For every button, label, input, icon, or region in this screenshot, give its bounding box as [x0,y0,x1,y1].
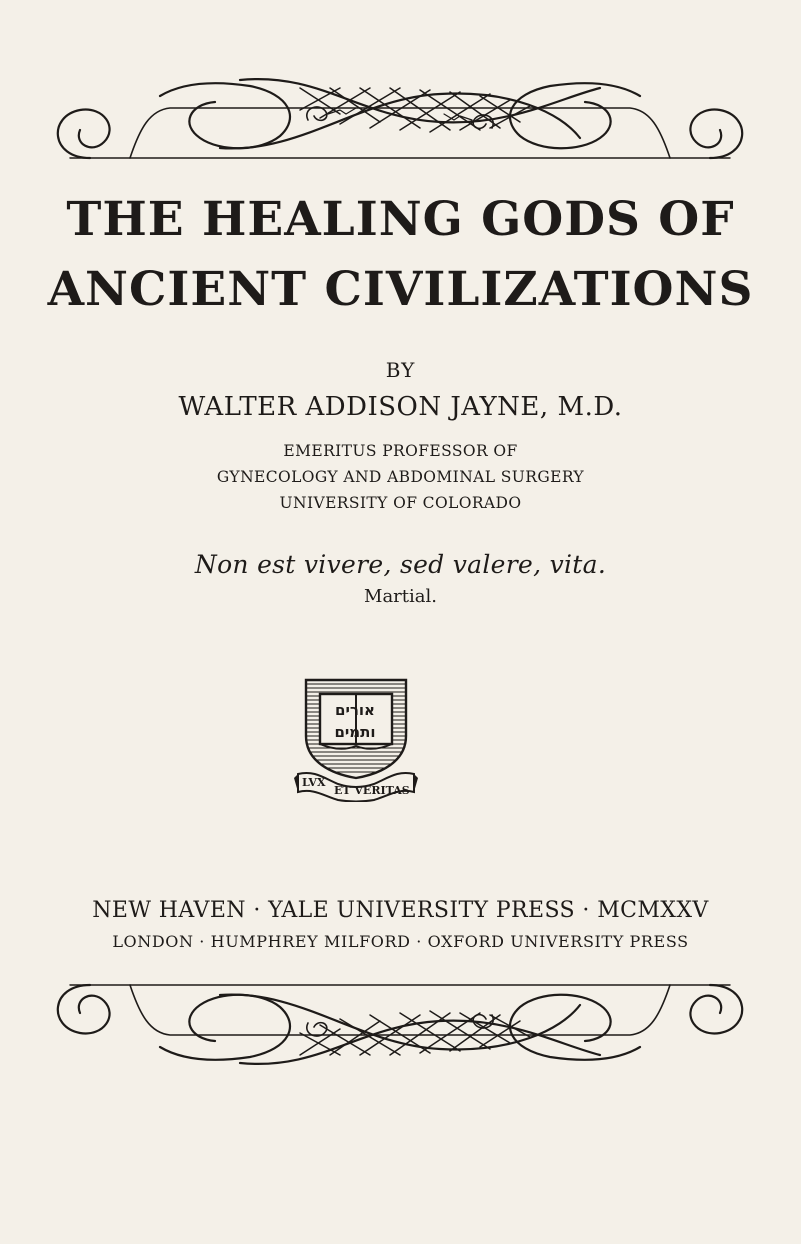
epigraph-quote: Non est vivere, sed valere, vita. [194,550,607,579]
seal-banner-right-text: ET VERITAS [334,784,410,797]
book-title-line-2: ANCIENT CIVILIZATIONS [47,262,754,317]
epigraph-attribution: Martial. [364,586,437,607]
book-title-line-1: THE HEALING GODS OF [66,192,735,247]
author-name: WALTER ADDISON JAYNE, M.D. [178,392,623,422]
byline: BY [385,358,416,382]
seal-banner-left-text: LVX [302,776,326,789]
imprint-line-2: LONDON · HUMPHREY MILFORD · OXFORD UNIVERSITY PRESS [112,932,689,951]
seal-motto-hebrew-line-1: אורים [335,701,375,719]
author-credential-line: EMERITUS PROFESSOR OF [283,442,518,460]
author-credential-line: UNIVERSITY OF COLORADO [279,494,522,512]
top-scroll-ornament-icon [40,58,760,168]
seal-motto-hebrew-line-2: ותמים [334,723,376,741]
imprint-line-1: NEW HAVEN · YALE UNIVERSITY PRESS · MCMXXV [92,898,709,923]
author-credential-line: GYNECOLOGY AND ABDOMINAL SURGERY [216,468,585,486]
bottom-scroll-ornament-icon [40,975,760,1085]
